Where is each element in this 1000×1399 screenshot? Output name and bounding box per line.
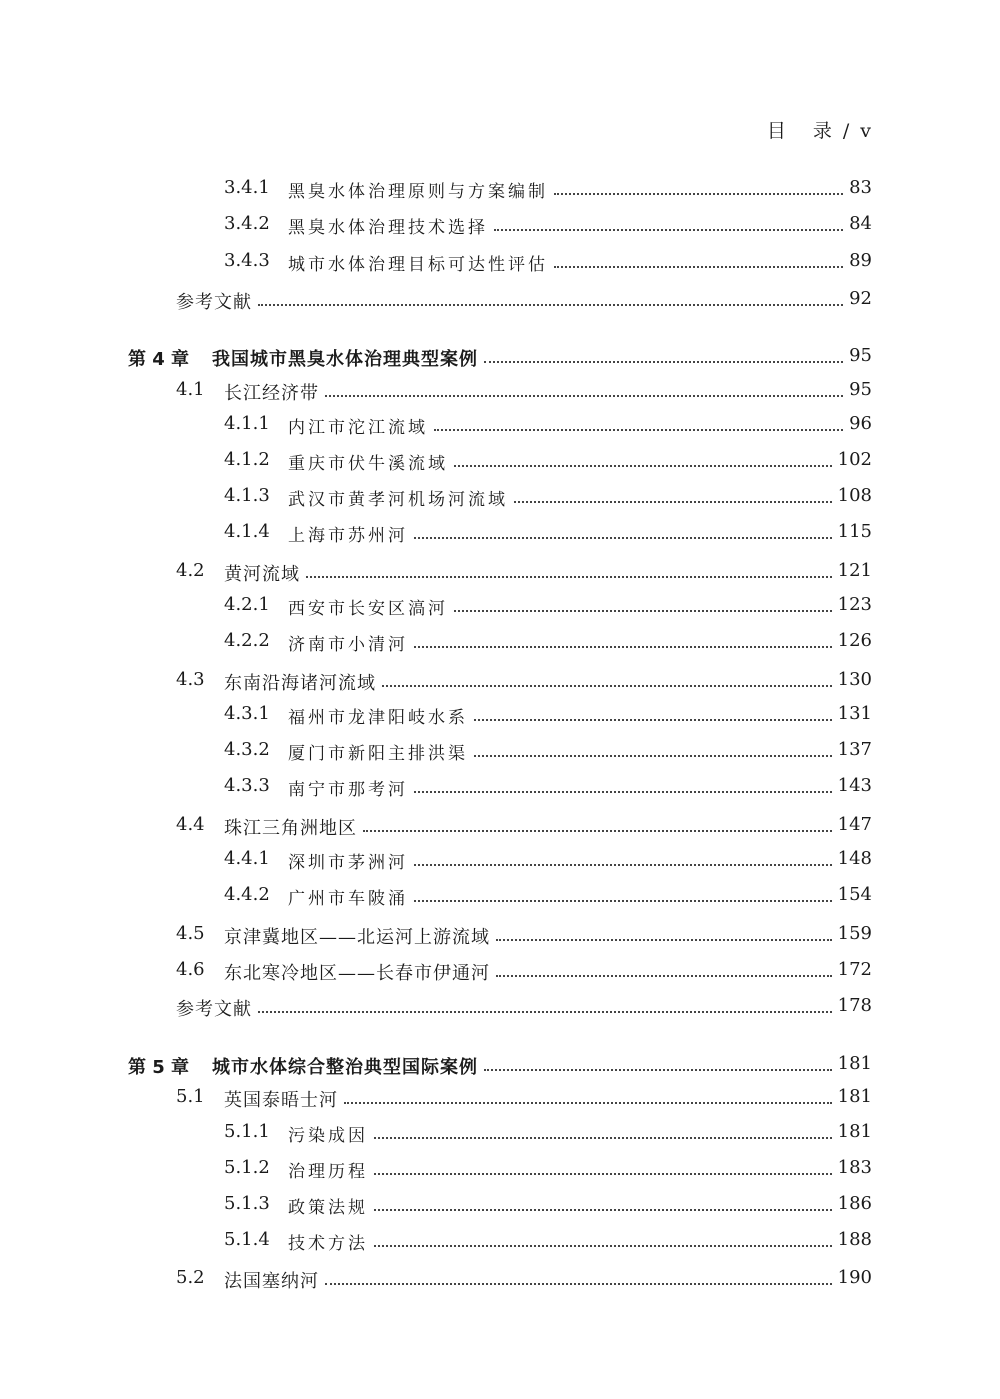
toc-entry-page: 83 — [849, 177, 872, 198]
toc-entry[interactable] — [0, 213, 1000, 243]
toc-entry-page: 148 — [837, 848, 872, 869]
toc-entry[interactable] — [0, 379, 1000, 409]
toc-entry-page: 181 — [837, 1086, 872, 1107]
toc-entry-title: 东南沿海诸河流域 — [224, 673, 376, 694]
dot-leader — [374, 1209, 832, 1211]
toc-entry[interactable] — [0, 848, 1000, 878]
toc-entry[interactable] — [0, 413, 1000, 443]
toc-entry-title: 城市水体治理目标可达性评估 — [288, 255, 548, 275]
toc-entry-page: 183 — [837, 1157, 872, 1178]
dot-leader — [484, 1069, 832, 1071]
toc-entry-title: 珠江三角洲地区 — [224, 818, 357, 839]
toc-entry-title: 黑臭水体治理原则与方案编制 — [288, 182, 548, 202]
toc-entry-title: 广州市车陂涌 — [288, 889, 408, 909]
toc-entry-number: 4.2.1 — [224, 594, 270, 615]
toc-entry-title: 治理历程 — [288, 1162, 368, 1182]
dot-leader — [414, 900, 832, 902]
toc-entry-title: 深圳市茅洲河 — [288, 853, 408, 873]
dot-leader — [414, 646, 832, 648]
toc-entry-title: 内江市沱江流域 — [288, 418, 428, 438]
toc-entry[interactable] — [0, 814, 1000, 844]
dot-leader — [514, 501, 832, 503]
toc-entry-number: 4.3.3 — [224, 775, 270, 796]
toc-entry-number: 4.2.2 — [224, 630, 270, 651]
toc-entry-title: 政策法规 — [288, 1198, 368, 1218]
dot-leader — [374, 1173, 832, 1175]
dot-leader — [414, 791, 832, 793]
dot-leader — [382, 685, 832, 687]
toc-entry[interactable] — [0, 775, 1000, 805]
header-left: 目 — [766, 120, 787, 142]
dot-leader — [258, 304, 843, 306]
dot-leader — [454, 610, 832, 612]
toc-entry-title: 南宁市那考河 — [288, 780, 408, 800]
toc-entry-title: 上海市苏州河 — [288, 526, 408, 546]
dot-leader — [325, 1283, 832, 1285]
toc-entry-page: 154 — [837, 884, 872, 905]
toc-entry-page: 96 — [849, 413, 872, 434]
dot-leader — [474, 755, 832, 757]
dot-leader — [496, 975, 832, 977]
toc-entry-number: 5.1 — [176, 1086, 205, 1107]
toc-entry-number: 5.1.4 — [224, 1229, 270, 1250]
dot-leader — [414, 864, 832, 866]
toc-entry-number: 3.4.2 — [224, 213, 270, 234]
toc-entry-page: 123 — [837, 594, 872, 615]
dot-leader — [414, 537, 832, 539]
toc-entry[interactable] — [0, 177, 1000, 207]
toc-entry-title: 厦门市新阳主排洪渠 — [288, 744, 468, 764]
dot-leader — [374, 1137, 832, 1139]
toc-entry-title: 济南市小清河 — [288, 635, 408, 655]
toc-entry-page: 89 — [849, 250, 872, 271]
toc-entry-page: 181 — [837, 1053, 872, 1074]
toc-entry[interactable] — [0, 521, 1000, 551]
toc-entry[interactable] — [0, 250, 1000, 280]
toc-entry-page: 95 — [849, 379, 872, 400]
toc-entry-page: 95 — [849, 345, 872, 366]
toc-entry-page: 190 — [837, 1267, 872, 1288]
toc-entry-title: 重庆市伏牛溪流域 — [288, 454, 448, 474]
dot-leader — [344, 1102, 832, 1104]
toc-entry-number: 第 4 章 — [128, 349, 190, 370]
toc-entry-number: 4.2 — [176, 560, 205, 581]
toc-entry-number: 5.1.1 — [224, 1121, 270, 1142]
toc-entry-page: 126 — [837, 630, 872, 651]
toc-entry-number: 4.1 — [176, 379, 205, 400]
header-right: 录 — [812, 120, 833, 142]
dot-leader — [363, 830, 832, 832]
toc-entry-number: 5.1.3 — [224, 1193, 270, 1214]
dot-leader — [484, 361, 843, 363]
toc-entry[interactable] — [0, 739, 1000, 769]
toc-entry-title: 黄河流域 — [224, 564, 300, 585]
toc-entry-title: 参考文献 — [176, 999, 252, 1020]
toc-entry-number: 4.3.2 — [224, 739, 270, 760]
toc-entry-number: 4.3 — [176, 669, 205, 690]
toc-entry[interactable] — [0, 630, 1000, 660]
toc-entry[interactable] — [0, 1267, 1000, 1297]
toc-entry-title: 福州市龙津阳岐水系 — [288, 708, 468, 728]
toc-entry-number: 3.4.3 — [224, 250, 270, 271]
toc-entry-title: 法国塞纳河 — [224, 1271, 319, 1292]
dot-leader — [374, 1245, 832, 1247]
toc-entry-page: 102 — [837, 449, 872, 470]
toc-entry-title: 城市水体综合整治典型国际案例 — [212, 1057, 478, 1078]
dot-leader — [258, 1011, 832, 1013]
toc-entry-page: 92 — [849, 288, 872, 309]
toc-entry-page: 147 — [837, 814, 872, 835]
toc-entry-title: 京津冀地区——北运河上游流域 — [224, 927, 490, 948]
toc-entry[interactable] — [0, 923, 1000, 953]
toc-entry[interactable] — [0, 884, 1000, 914]
toc-entry-number: 3.4.1 — [224, 177, 270, 198]
toc-entry[interactable] — [0, 1086, 1000, 1116]
toc-entry-page: 181 — [837, 1121, 872, 1142]
toc-entry-number: 第 5 章 — [128, 1057, 190, 1078]
toc-entry-number: 5.2 — [176, 1267, 205, 1288]
dot-leader — [494, 229, 843, 231]
toc-entry-number: 4.4.2 — [224, 884, 270, 905]
toc-entry-number: 4.6 — [176, 959, 205, 980]
dot-leader — [554, 266, 843, 268]
toc-entry-number: 5.1.2 — [224, 1157, 270, 1178]
toc-chapter-entry[interactable] — [0, 345, 1000, 375]
toc-entry[interactable] — [0, 594, 1000, 624]
toc-entry-page: 159 — [837, 923, 872, 944]
toc-entry-page: 178 — [837, 995, 872, 1016]
page-number: v — [860, 120, 872, 142]
toc-entry-page: 172 — [837, 959, 872, 980]
toc-references-entry[interactable] — [0, 288, 1000, 318]
toc-entry-number: 4.1.3 — [224, 485, 270, 506]
toc-entry-page: 186 — [837, 1193, 872, 1214]
toc-entry-title: 长江经济带 — [224, 383, 319, 404]
dot-leader — [454, 465, 832, 467]
dot-leader — [474, 719, 832, 721]
toc-entry[interactable] — [0, 1121, 1000, 1151]
dot-leader — [306, 576, 832, 578]
toc-entry-title: 武汉市黄孝河机场河流域 — [288, 490, 508, 510]
toc-entry-title: 英国泰晤士河 — [224, 1090, 338, 1111]
toc-entry-page: 143 — [837, 775, 872, 796]
toc-entry-title: 技术方法 — [288, 1234, 368, 1254]
toc-entry-title: 我国城市黑臭水体治理典型案例 — [212, 349, 478, 370]
toc-references-entry[interactable] — [0, 995, 1000, 1025]
toc-entry-title: 参考文献 — [176, 292, 252, 313]
toc-entry[interactable] — [0, 449, 1000, 479]
toc-entry-page: 188 — [837, 1229, 872, 1250]
toc-entry-page: 115 — [837, 521, 872, 542]
toc-entry[interactable] — [0, 669, 1000, 699]
running-header — [767, 116, 872, 143]
toc-entry[interactable] — [0, 485, 1000, 515]
toc-entry-number: 4.3.1 — [224, 703, 270, 724]
toc-entry-number: 4.1.1 — [224, 413, 270, 434]
toc-entry[interactable] — [0, 560, 1000, 590]
toc-entry-page: 131 — [837, 703, 872, 724]
toc-entry-title: 黑臭水体治理技术选择 — [288, 218, 488, 238]
toc-entry-number: 4.1.4 — [224, 521, 270, 542]
header-separator: / — [842, 120, 851, 142]
toc-entry-number: 4.5 — [176, 923, 205, 944]
dot-leader — [434, 429, 843, 431]
dot-leader — [554, 193, 843, 195]
toc-entry[interactable] — [0, 703, 1000, 733]
toc-entry-page: 121 — [837, 560, 872, 581]
dot-leader — [496, 939, 832, 941]
toc-entry-title: 西安市长安区滈河 — [288, 599, 448, 619]
dot-leader — [325, 395, 843, 397]
toc-entry-number: 4.4 — [176, 814, 205, 835]
toc-entry-number: 4.1.2 — [224, 449, 270, 470]
toc-entry-title: 东北寒冷地区——长春市伊通河 — [224, 963, 490, 984]
toc-entry-number: 4.4.1 — [224, 848, 270, 869]
toc-entry-page: 108 — [837, 485, 872, 506]
toc-entry[interactable] — [0, 959, 1000, 989]
toc-entry-page: 137 — [837, 739, 872, 760]
toc-entry-title: 污染成因 — [288, 1126, 368, 1146]
toc-entry[interactable] — [0, 1193, 1000, 1223]
toc-entry[interactable] — [0, 1229, 1000, 1259]
toc-entry[interactable] — [0, 1157, 1000, 1187]
toc-chapter-entry[interactable] — [0, 1053, 1000, 1083]
toc-entry-page: 130 — [837, 669, 872, 690]
toc-entry-page: 84 — [849, 213, 872, 234]
